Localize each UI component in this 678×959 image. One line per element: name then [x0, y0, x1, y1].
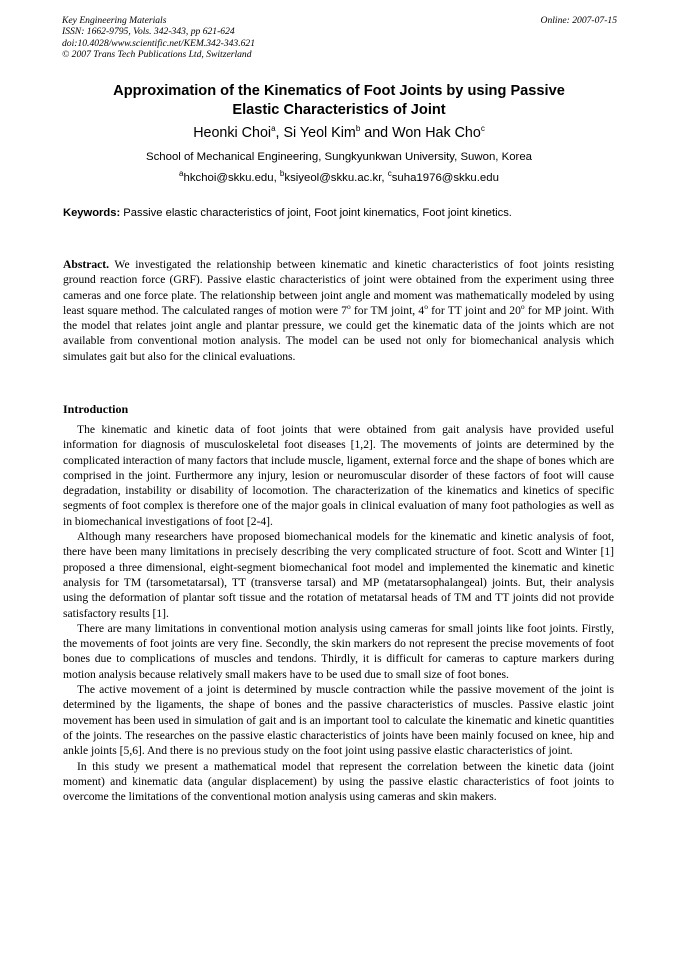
email-a[interactable]: hkchoi@skku.edu,: [183, 172, 280, 184]
paragraph: There are many limitations in conventional motion analysis using cameras for small joints like foot joints. Firstly, the movements of foot joints are very fine. Secondly, the skin markers do not represent the precise movements of foot bones due to complications of muscles and tendons. Thirdly, it is difficult for cameras to capture markers during motion analysis because relatively small makers have to be used due to small size of foot bones.: [63, 621, 614, 681]
author-2-affil: b: [355, 124, 361, 134]
email-c-sup: c: [387, 169, 392, 179]
journal-name: Key Engineering Materials: [62, 15, 167, 26]
author-1: Heonki Choi: [193, 125, 272, 141]
email-a-sup: a: [179, 169, 184, 179]
degree-mark: o: [520, 302, 525, 312]
email-c[interactable]: suha1976@skku.edu: [391, 172, 499, 184]
abstract-text-d: for MP joint. With the model that relates joint angle and plantar pressure, we could get the kinematic data of the joints which are not available from conventional motion analysis. The model can be used not only for biomechanical analysis which simulates gait but also for the clinical evaluations.: [63, 303, 614, 363]
keywords: [63, 206, 618, 220]
degree-mark: o: [346, 302, 351, 312]
keywords-text: Passive elastic characteristics of joint, Foot joint kinematics, Foot joint kinetics.: [120, 207, 512, 219]
introduction-body: [63, 422, 614, 804]
paragraph: In this study we present a mathematical model that represent the correlation between the kinetic data (joint moment) and kinematic data (angular displacement) by using the passive elastic characteristics of foot joints to overcome the limitations of the conventional motion analysis using cameras and skin makers.: [63, 759, 614, 804]
paragraph: Although many researchers have proposed biomechanical models for the kinematic and kinetic analysis of foot, there have been many limitations in precisely describing the very complicated structure of foot. Scott and Winter [1] proposed a three dimensional, eight-segment biomechanical foot model and implemented the kinematic and kinetic analysis for TM (tarsometatarsal), TT (transverse tarsal) and MP (metatarsophalangeal) joints. But, their analysis using the deformation of plantar soft tissue and the rotation of metatarsal heads of TM and TT joints did not provide satisfactory results [1].: [63, 530, 614, 620]
abstract-label: Abstract.: [63, 258, 110, 271]
paragraph: The active movement of a joint is determined by muscle contraction while the passive movement of the joint is determined by the ligaments, the shape of bones and the passive characteristics of muscles. Passive elastic joint movement has been used in simulation of gait and is an important tool to calculate the kinematic and kinetic quantities of the joints. The researches on the passive elastic characteristics of joints have been mainly focused on knee, hip and ankle joints [5,6]. And there is no previous study on the foot joint using passive elastic characteristics of joint.: [63, 683, 614, 758]
author-sep-2: and: [360, 125, 393, 141]
author-2: Si Yeol Kim: [283, 125, 356, 141]
issn-line: ISSN: 1662-9795, Vols. 342-343, pp 621-624: [62, 26, 235, 38]
author-sep-1: ,: [275, 125, 284, 141]
author-3-affil: c: [480, 124, 485, 134]
author-list: [60, 124, 618, 142]
keywords-label: Keywords:: [63, 207, 121, 219]
title-line-1: Approximation of the Kinematics of Foot Joints by using Passive: [113, 83, 565, 99]
email-b[interactable]: ksiyeol@skku.ac.kr,: [284, 172, 388, 184]
abstract: [63, 257, 614, 364]
abstract-text-c: for TT joint and 20: [427, 303, 521, 317]
paper-title: [60, 82, 618, 119]
section-heading-introduction: Introduction: [63, 402, 129, 416]
journal-header: [62, 15, 617, 61]
online-date: Online: 2007-07-15: [540, 15, 617, 26]
abstract-text-b: for TM joint, 4: [350, 303, 425, 317]
author-3: Won Hak Cho: [392, 125, 481, 141]
degree-mark: o: [424, 302, 428, 312]
affiliation: School of Mechanical Engineering, Sungkyunkwan University, Suwon, Korea: [145, 151, 533, 163]
paragraph: The kinematic and kinetic data of foot joints that were obtained from gait analysis have provided useful information for diagnosis of musculoskeletal foot diseases [1,2]. The movements of joints are determined by the complicated interaction of many factors that include muscle, ligament, external force and the shape of bones which are comprised in the joint. Furthermore any injury, lesion or neuromuscular disorder of these factors of foot will cause degradation, instability or disability of locomotion. The characterization of the kinematics and kinetics of specific segments of foot complex is therefore one of the major goals in clinical evaluation of many foot pathologies as well as in biomechanical investigations of foot [2-4].: [63, 423, 614, 528]
email-list: [60, 171, 618, 185]
doi-line: doi:10.4028/www.scientific.net/KEM.342-343.621: [62, 37, 256, 49]
abstract-text-a: We investigated the relationship between kinematic and kinetic characteristics of foot joints resisting ground reaction force (GRF). Passive elastic characteristics of joint were obtained from the experiment using three cameras and one force plate. The relationship between joint angle and moment was mathematically modeled by using least square method. The calculated ranges of motion were 7: [63, 258, 614, 317]
title-line-2: Elastic Characteristics of Joint: [232, 101, 446, 118]
author-1-affil: a: [271, 124, 276, 134]
copyright-line: © 2007 Trans Tech Publications Ltd, Switzerland: [62, 49, 252, 61]
email-b-sup: b: [279, 169, 285, 179]
